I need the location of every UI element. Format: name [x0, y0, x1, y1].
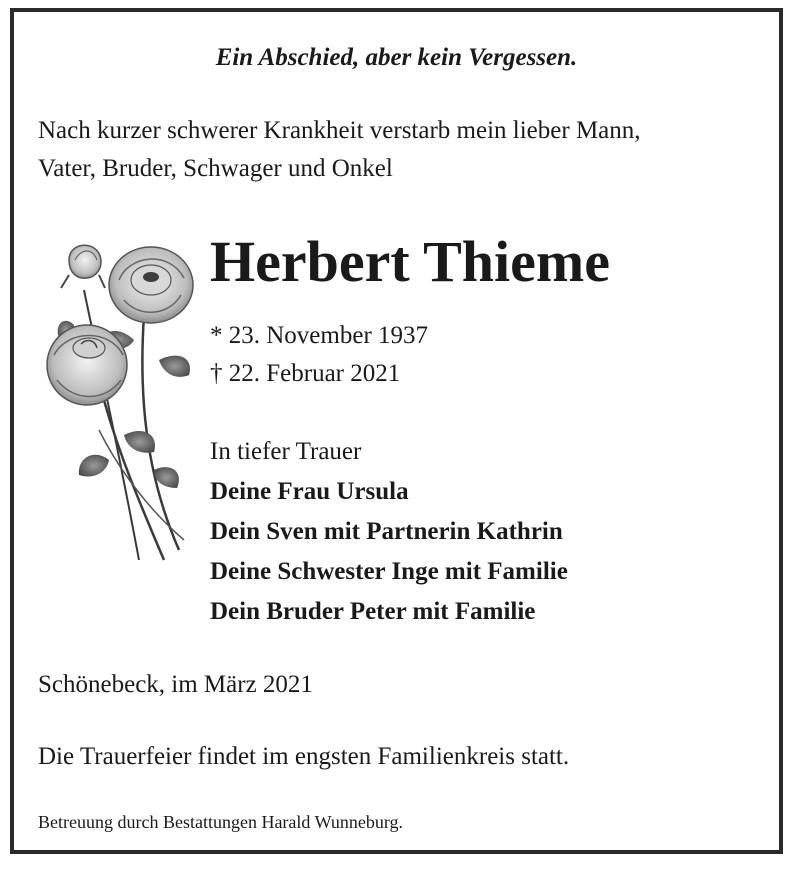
life-dates — [210, 317, 428, 393]
mourner-entry: Deine Schwester Inge mit Familie — [210, 558, 568, 585]
intro-line: Nach kurzer schwerer Krankheit verstarb mein lieber Mann, — [38, 117, 641, 144]
mourning-intro: In tiefer Trauer — [210, 438, 362, 465]
intro-text — [38, 112, 768, 188]
ceremony-note: Die Trauerfeier findet im engsten Familienkreis statt. — [38, 743, 570, 770]
obituary-frame — [10, 8, 783, 854]
roses-icon — [39, 230, 214, 565]
obituary-motto: Ein Abschied, aber kein Vergessen. — [215, 44, 578, 71]
funeral-home-note: Betreuung durch Bestattungen Harald Wunneburg. — [38, 812, 404, 832]
intro-line: Vater, Bruder, Schwager und Onkel — [38, 155, 393, 182]
mourners-list — [210, 432, 568, 632]
mourner-entry: Dein Sven mit Partnerin Kathrin — [210, 518, 563, 545]
mourner-entry: Dein Bruder Peter mit Familie — [210, 598, 536, 625]
place-date: Schönebeck, im März 2021 — [38, 671, 313, 698]
mourner-entry: Deine Frau Ursula — [210, 478, 409, 505]
death-date: † 22. Februar 2021 — [210, 360, 401, 387]
deceased-name: Herbert Thieme — [210, 229, 610, 294]
birth-date: * 23. November 1937 — [210, 322, 429, 349]
